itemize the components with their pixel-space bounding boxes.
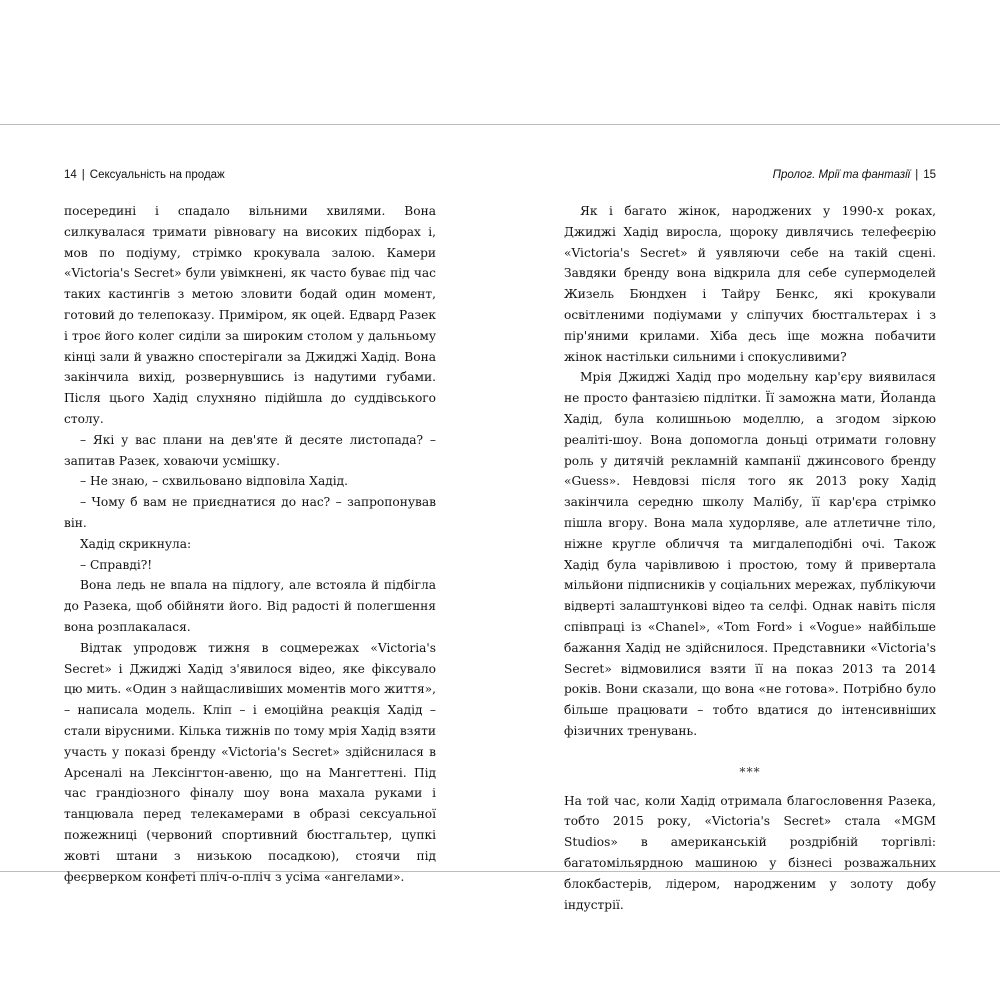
- left-page-number: 14: [64, 169, 77, 181]
- paragraph: Мрія Джиджі Хадід про модельну кар'єру виявилася не просто фантазією підлітки. Її заможна мати, Йоланда Хадід, була колишньою моделлю, а згодом зіркою реаліті-шоу. Вона допомогла доньці отримати головну роль у дитячій рекламній кампанії джинсового бренду «Guess». Невдовзі після того як 2013 року Хадід закінчила середню школу Малібу, її кар'єра стрімко пішла вгору. Вона мала худорляве, але атлетичне тіло, ніжне кругле обличчя та мигдалеподібні очі. Також Хадід була чарівливою і простою, тому й привертала мільйони підписників у соціальних мережах, публікуючи відверті залаштункові відео та селфі. Однак навіть після співпраці із «Chanel», «Tom Ford» і «Vogue» найбільше бажання Хадід не здійснилося. Представники «Victoria's Secret» відмовилися взяти її на показ 2013 та 2014 років. Вони сказали, що вона «не готова». Потрібно було більше працювати – тобто вдатися до інтенсивніших фізичних тренувань.: [564, 370, 936, 738]
- paragraph: На той час, коли Хадід отримала благословення Разека, тобто 2015 року, «Victoria's Secret» стала «MGM Studios» в американській роздрібній торгівлі: багатомільярдною машиною у бізнесі розважальних блокбастерів, лідером, народженим у золоту добу індустрії.: [564, 793, 936, 912]
- header-separator: |: [81, 169, 85, 181]
- paragraph: Як і багато жінок, народжених у 1990-х роках, Джиджі Хадід виросла, щороку дивлячись телефеєрію «Victoria's Secret» й уявляючи себе на такій сцені. Завдяки бренду вона відкрила для себе супермоделей Жизель Бюндхен і Тайру Бенкс, які крокували освітленими подіумами у сліпучих бюстгальтерах і з пір'яними крилами. Хіба десь іще можна побачити жінок настільки сильними і спокусливими?: [564, 204, 936, 364]
- paragraph: Хадід скрикнула:: [80, 536, 192, 551]
- right-page: [564, 125, 936, 912]
- paragraph: – Які у вас плани на дев'яте й десяте листопада? – запитав Разек, ховаючи усмішку.: [64, 432, 436, 468]
- right-running-head: [564, 169, 936, 185]
- paragraph: посередині і спадало вільними хвилями. Вона силкувалася тримати рівновагу на високих підборах і, мов по подіуму, стрімко крокувала залою. Камери «Victoria's Secret» були увімкнені, як часто буває під час таких кастингів з метою зловити бодай один момент, готовий до телепоказу. Приміром, як оцей. Едвард Разек і троє його колег сиділи за широким столом у дальньому кінці зали й уважно спостерігали за Джиджі Хадід. Вона закінчила вихід, розвернувшись із надутими губами. Після цього Хадід слухняно підійшла до суддівського столу.: [64, 204, 436, 426]
- left-running-head: [64, 169, 436, 185]
- paragraph: – Справді?!: [80, 557, 153, 572]
- right-page-number: 15: [923, 169, 936, 181]
- paragraph: – Не знаю, – схвильовано відповіла Хадід.: [80, 474, 348, 489]
- left-body-text: [64, 201, 436, 887]
- left-running-title: Сексуальність на продаж: [89, 169, 225, 181]
- header-separator: |: [915, 169, 919, 181]
- paragraph: – Чому б вам не приєднатися до нас? – запропонував він.: [64, 495, 436, 530]
- book-spread: [0, 124, 1000, 912]
- right-body-text: [564, 201, 936, 915]
- left-page: [64, 125, 436, 884]
- right-running-title: Пролог. Мрії та фантазії: [772, 169, 911, 181]
- paragraph: Вона ледь не впала на підлогу, але встояла й підбігла до Разека, щоб обійняти його. Від радості й полегшення вона розплакалася.: [64, 578, 436, 634]
- section-break: ***: [739, 764, 761, 779]
- paragraph: Відтак упродовж тижня в соцмережах «Victoria's Secret» і Джиджі Хадід з'явилося відео, яке фіксувало цю мить. «Один з найщасливіших моментів мого життя», – написала модель. Кліп – і емоційна реакція Хадід – стали вірусними. Кілька тижнів по тому мрія Хадід взяти участь у показі бренду «Victoria's Secret» здійснилася в Арсеналі на Лексінгтон-авеню, що на Мангеттені. Під час грандіозного фіналу шоу вона махала руками і танцювала перед телекамерами в образі сексуальної пожежниці (червоний спортивний бюстгальтер, цупкі жовті штани з низькою посадкою), стоячи під феєрверком конфеті пліч-о-пліч з усіма «ангелами».: [64, 640, 436, 884]
